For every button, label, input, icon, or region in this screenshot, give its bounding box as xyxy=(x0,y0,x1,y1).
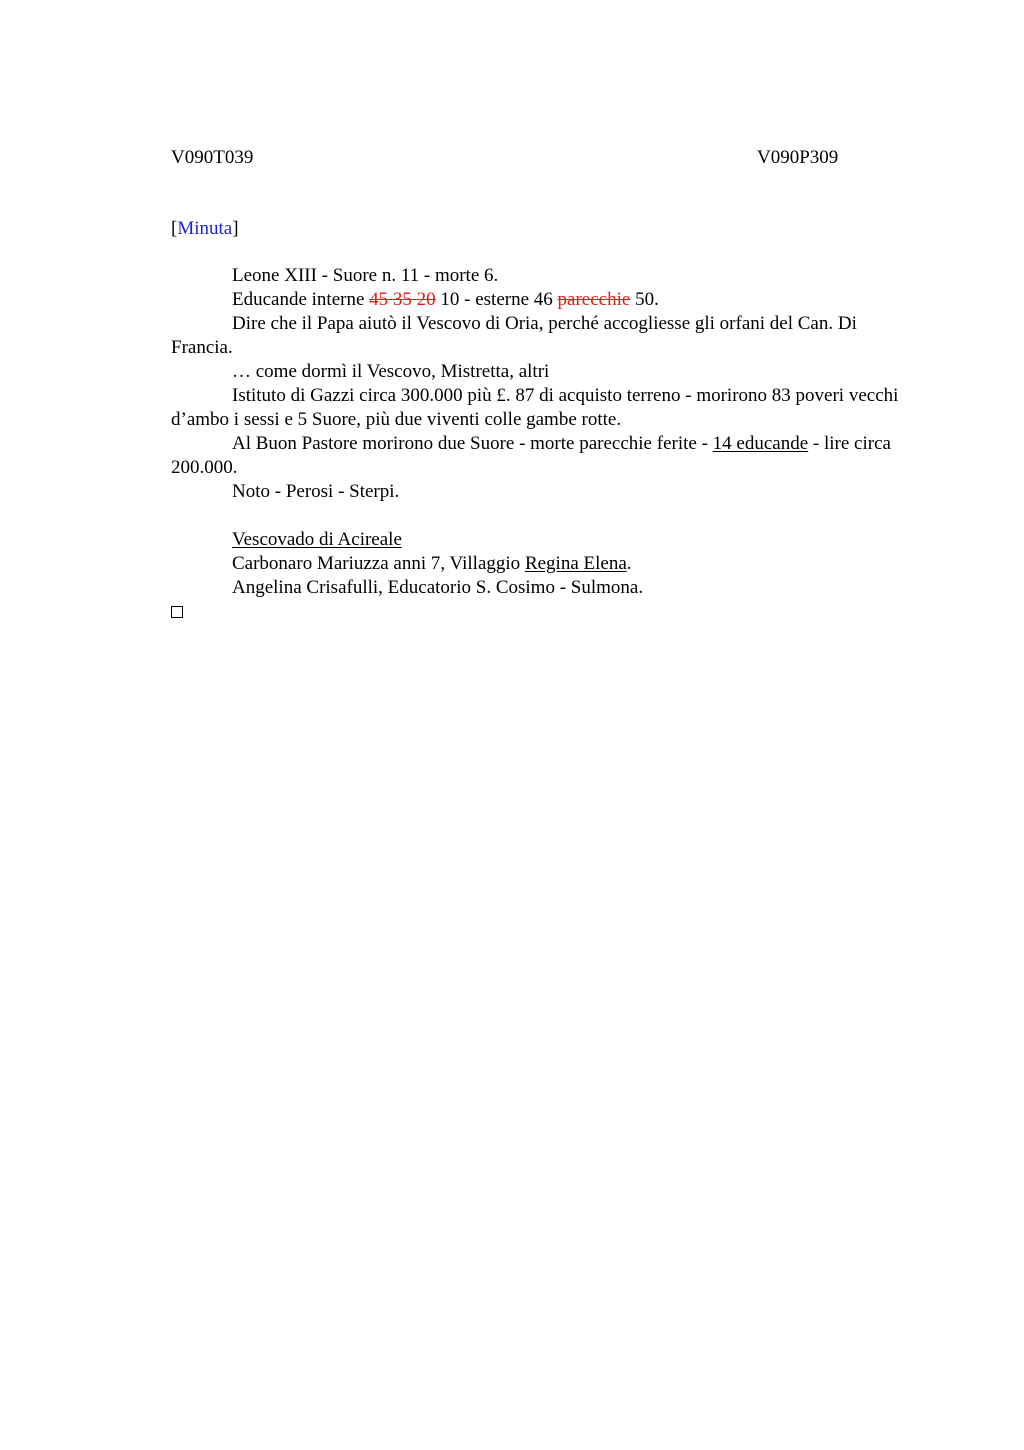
end-marker xyxy=(171,600,916,625)
carbonaro-text-b: . xyxy=(626,553,632,574)
educande-text-b: 10 - esterne 46 xyxy=(435,289,558,310)
paragraph-carbonaro xyxy=(171,552,916,576)
carbonaro-text-a: Carbonaro Mariuzza anni 7, Villaggio xyxy=(232,553,525,574)
minuta-close-bracket: ] xyxy=(232,218,239,239)
deleted-numbers: 45 35 20 xyxy=(369,289,436,310)
paragraph-vescovado xyxy=(171,528,916,552)
buon-pastore-text-b: - lire circa 200.000. xyxy=(171,433,891,478)
paragraph-papa: Dire che il Papa aiutò il Vescovo di Oria, perché accogliesse gli orfani del Can. Di Francia. xyxy=(171,313,857,358)
educande-text-a: Educande interne xyxy=(232,289,370,310)
document-page xyxy=(171,146,916,625)
paragraph-buon-pastore xyxy=(171,432,916,480)
document-code-left: V090T039 xyxy=(171,147,254,168)
document-code-right: V090P309 xyxy=(757,147,839,168)
paragraph-leone: Leone XIII - Suore n. 11 - morte 6. xyxy=(232,265,499,286)
minuta-label xyxy=(171,217,916,241)
paragraph-noto: Noto - Perosi - Sterpi. xyxy=(232,481,400,502)
buon-pastore-text-a: Al Buon Pastore morirono due Suore - morte parecchie ferite - xyxy=(232,433,713,454)
paragraph-vescovo: … come dormì il Vescovo, Mistretta, altri xyxy=(232,361,550,382)
square-outline-icon xyxy=(171,606,183,618)
educande-text-c: 50. xyxy=(630,289,659,310)
paragraph-gazzi: Istituto di Gazzi circa 300.000 più £. 87 di acquisto terreno - morirono 83 poveri vecchi d’ambo i sessi e 5 Suore, più due viventi colle gambe rotte. xyxy=(171,385,899,430)
minuta-word: Minuta xyxy=(177,218,233,239)
paragraph-crisafulli: Angelina Crisafulli, Educatorio S. Cosimo - Sulmona. xyxy=(232,577,644,598)
underlined-educande: 14 educande xyxy=(712,433,809,454)
header-row xyxy=(171,146,916,170)
document-body xyxy=(171,264,916,625)
underlined-regina-elena: Regina Elena xyxy=(524,553,627,574)
paragraph-gap xyxy=(171,504,916,528)
minuta-open-bracket: [ xyxy=(171,218,178,239)
deleted-word: parecchie xyxy=(557,289,631,310)
underlined-vescovado: Vescovado di Acireale xyxy=(232,529,402,550)
paragraph-educande xyxy=(171,288,916,312)
